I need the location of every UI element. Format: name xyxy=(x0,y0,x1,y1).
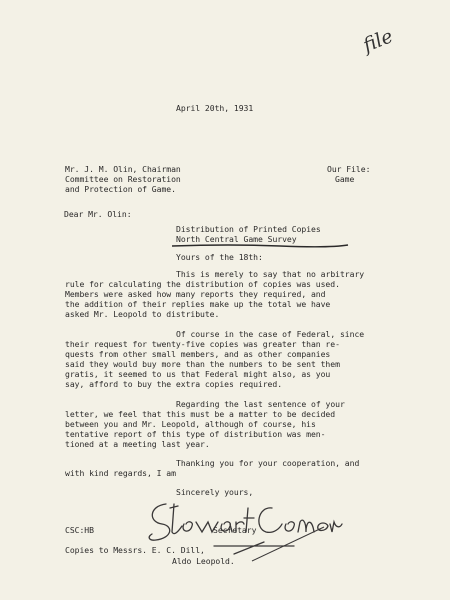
paragraph-1-line-4: the addition of their replies make up the total we have xyxy=(65,299,331,309)
copies-line-2: Aldo Leopold. xyxy=(172,556,235,566)
paragraph-2-line-2: their request for twenty-five copies was greater than re- xyxy=(65,339,340,349)
subject-line-2: North Central Game Survey xyxy=(176,234,297,244)
subject-line-1: Distribution of Printed Copies xyxy=(176,224,321,234)
file-annotation: file xyxy=(359,25,397,57)
paragraph-3-line-1: Regarding the last sentence of your xyxy=(176,399,345,409)
paragraph-2-line-4: said they would buy more than the numbers to be sent them xyxy=(65,359,340,369)
paragraph-4-line-1: Thanking you for your cooperation, and xyxy=(176,458,360,468)
paragraph-1-line-3: Members were asked how many reports they required, and xyxy=(65,289,326,299)
recipient-line-3: and Protection of Game. xyxy=(65,184,176,194)
typist-initials: CSC:HB xyxy=(65,525,94,535)
paragraph-2-line-6: say, afford to buy the extra copies required. xyxy=(65,379,283,389)
paragraph-2-line-5: gratis, it seemed to us that Federal might also, as you xyxy=(65,369,331,379)
pen-stroke xyxy=(248,525,328,565)
reference-line: Yours of the 18th: xyxy=(176,252,263,262)
recipient-line-1: Mr. J. M. Olin, Chairman xyxy=(65,164,181,174)
signer-title: Secretary xyxy=(213,525,257,535)
paragraph-3-line-2: letter, we feel that this must be a matter to be decided xyxy=(65,409,336,419)
paragraph-1-line-1: This is merely to say that no arbitrary xyxy=(176,269,365,279)
letter-date: April 20th, 1931 xyxy=(176,103,254,113)
paragraph-3-line-4: tentative report of this type of distribution was men- xyxy=(65,429,326,439)
paragraph-1-line-2: rule for calculating the distribution of copies was used. xyxy=(65,279,340,289)
paragraph-4-line-2: with kind regards, I am xyxy=(65,468,176,478)
closing: Sincerely yours, xyxy=(176,487,254,497)
paragraph-1-line-5: asked Mr. Leopold to distribute. xyxy=(65,309,220,319)
our-file-value: Game xyxy=(335,174,355,184)
subject-underline xyxy=(170,243,350,249)
recipient-line-2: Committee on Restoration xyxy=(65,174,181,184)
our-file-label: Our File: xyxy=(327,164,371,174)
paragraph-3-line-3: between you and Mr. Leopold, although of course, his xyxy=(65,419,316,429)
copies-line-1: Copies to Messrs. E. C. Dill, xyxy=(65,545,205,555)
salutation: Dear Mr. Olin: xyxy=(64,209,132,219)
paragraph-2-line-3: quests from other small members, and as other companies xyxy=(65,349,331,359)
paragraph-2-line-1: Of course in the case of Federal, since xyxy=(176,329,365,339)
paragraph-3-line-5: tioned at a meeting last year. xyxy=(65,439,210,449)
